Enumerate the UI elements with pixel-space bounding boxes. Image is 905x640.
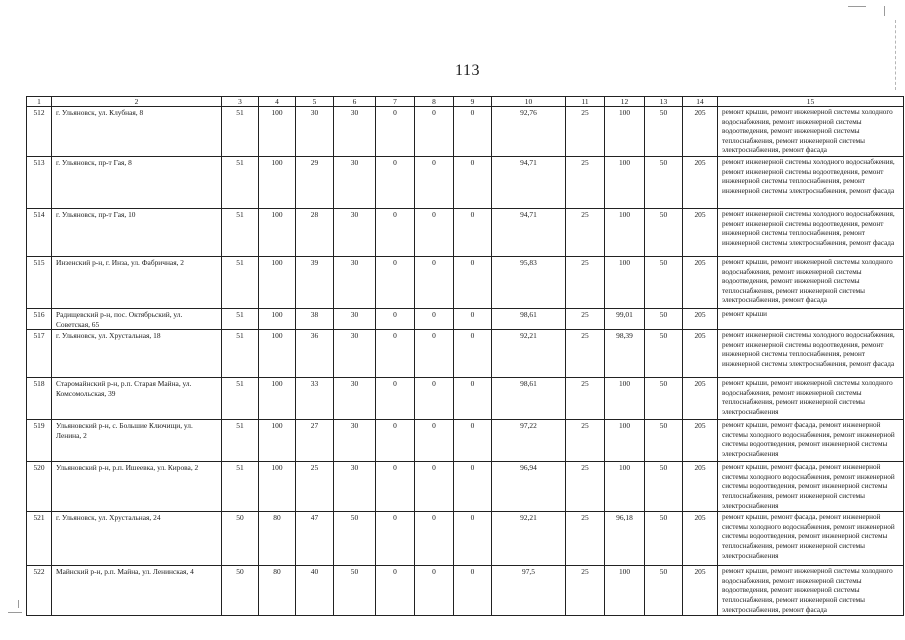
value-cell: 30 <box>334 330 376 378</box>
column-header: 15 <box>718 97 904 107</box>
works-cell: ремонт инженерной системы холодного водоснабжения, ремонт инженерной системы водоотведения, ремонт инженерной системы теплоснабжения, ремонт инженерной системы электроснабжения, ремонт фасада <box>718 330 904 378</box>
column-header: 1 <box>27 97 52 107</box>
value-cell: 205 <box>683 208 718 256</box>
value-cell: 39 <box>296 256 334 308</box>
header-row <box>27 97 904 107</box>
column-header: 5 <box>296 97 334 107</box>
value-cell: 0 <box>376 208 415 256</box>
value-cell: 30 <box>334 420 376 462</box>
value-cell: 30 <box>334 308 376 329</box>
value-cell: 30 <box>334 208 376 256</box>
row-number: 518 <box>27 378 52 420</box>
table-row <box>27 330 904 378</box>
value-cell: 51 <box>222 107 259 157</box>
row-number: 517 <box>27 330 52 378</box>
table-row <box>27 208 904 256</box>
value-cell: 30 <box>334 256 376 308</box>
scan-mark <box>8 612 22 613</box>
value-cell: 94,71 <box>492 208 566 256</box>
value-cell: 0 <box>376 420 415 462</box>
column-header: 8 <box>415 97 454 107</box>
value-cell: 50 <box>222 512 259 566</box>
address-cell: г. Ульяновск, ул. Клубная, 8 <box>52 107 222 157</box>
value-cell: 29 <box>296 156 334 208</box>
value-cell: 92,21 <box>492 330 566 378</box>
value-cell: 0 <box>454 420 492 462</box>
value-cell: 0 <box>454 256 492 308</box>
works-cell: ремонт инженерной системы холодного водоснабжения, ремонт инженерной системы водоотведения, ремонт инженерной системы теплоснабжения, ремонт инженерной системы электроснабжения, ремонт фасада <box>718 208 904 256</box>
value-cell: 92,76 <box>492 107 566 157</box>
value-cell: 100 <box>259 462 296 512</box>
value-cell: 0 <box>454 330 492 378</box>
value-cell: 33 <box>296 378 334 420</box>
value-cell: 25 <box>296 462 334 512</box>
value-cell: 50 <box>645 420 683 462</box>
scan-mark <box>18 600 19 608</box>
value-cell: 51 <box>222 420 259 462</box>
value-cell: 50 <box>645 156 683 208</box>
value-cell: 0 <box>415 330 454 378</box>
value-cell: 51 <box>222 156 259 208</box>
row-number: 521 <box>27 512 52 566</box>
value-cell: 50 <box>334 566 376 616</box>
value-cell: 0 <box>376 330 415 378</box>
value-cell: 30 <box>334 107 376 157</box>
works-cell: ремонт крыши <box>718 308 904 329</box>
value-cell: 205 <box>683 512 718 566</box>
value-cell: 205 <box>683 107 718 157</box>
value-cell: 0 <box>454 512 492 566</box>
value-cell: 100 <box>259 308 296 329</box>
value-cell: 30 <box>334 462 376 512</box>
value-cell: 25 <box>566 256 605 308</box>
value-cell: 205 <box>683 566 718 616</box>
value-cell: 0 <box>415 420 454 462</box>
value-cell: 0 <box>454 308 492 329</box>
works-cell: ремонт крыши, ремонт инженерной системы холодного водоснабжения, ремонт инженерной системы водоотведения, ремонт инженерной системы теплоснабжения, ремонт инженерной системы электроснабжения, ремонт фасада <box>718 256 904 308</box>
value-cell: 205 <box>683 378 718 420</box>
scan-mark <box>848 6 866 7</box>
works-cell: ремонт крыши, ремонт фасада, ремонт инженерной системы холодного водоснабжения, ремонт инженерной системы водоотведения, ремонт инженерной системы электроснабжения <box>718 420 904 462</box>
value-cell: 25 <box>566 462 605 512</box>
value-cell: 100 <box>259 330 296 378</box>
value-cell: 30 <box>296 107 334 157</box>
column-header: 7 <box>376 97 415 107</box>
value-cell: 0 <box>415 462 454 512</box>
value-cell: 92,21 <box>492 512 566 566</box>
value-cell: 0 <box>415 156 454 208</box>
value-cell: 0 <box>376 566 415 616</box>
column-header: 10 <box>492 97 566 107</box>
value-cell: 51 <box>222 208 259 256</box>
table-row <box>27 462 904 512</box>
table-row <box>27 566 904 616</box>
value-cell: 100 <box>605 107 645 157</box>
table-row <box>27 512 904 566</box>
value-cell: 50 <box>645 512 683 566</box>
value-cell: 25 <box>566 512 605 566</box>
row-number: 512 <box>27 107 52 157</box>
value-cell: 100 <box>259 156 296 208</box>
works-cell: ремонт крыши, ремонт фасада, ремонт инженерной системы холодного водоснабжения, ремонт инженерной системы водоотведения, ремонт инженерной системы теплоснабжения, ремонт инженерной системы электроснабжения <box>718 462 904 512</box>
value-cell: 51 <box>222 256 259 308</box>
value-cell: 100 <box>259 256 296 308</box>
value-cell: 100 <box>259 107 296 157</box>
works-cell: ремонт инженерной системы холодного водоснабжения, ремонт инженерной системы водоотведения, ремонт инженерной системы теплоснабжения, ремонт инженерной системы электроснабжения, ремонт фасада <box>718 156 904 208</box>
value-cell: 50 <box>645 378 683 420</box>
column-header: 9 <box>454 97 492 107</box>
value-cell: 100 <box>605 208 645 256</box>
address-cell: г. Ульяновск, пр-т Гая, 8 <box>52 156 222 208</box>
value-cell: 0 <box>454 378 492 420</box>
column-header: 14 <box>683 97 718 107</box>
value-cell: 100 <box>605 378 645 420</box>
column-header: 12 <box>605 97 645 107</box>
column-header: 13 <box>645 97 683 107</box>
value-cell: 47 <box>296 512 334 566</box>
value-cell: 98,61 <box>492 308 566 329</box>
table-row <box>27 256 904 308</box>
value-cell: 0 <box>376 256 415 308</box>
value-cell: 0 <box>376 462 415 512</box>
value-cell: 36 <box>296 330 334 378</box>
value-cell: 0 <box>454 156 492 208</box>
value-cell: 94,71 <box>492 156 566 208</box>
page-number: 113 <box>455 62 480 79</box>
value-cell: 51 <box>222 308 259 329</box>
value-cell: 0 <box>454 107 492 157</box>
value-cell: 50 <box>645 462 683 512</box>
address-cell: Ульяновский р-н, р.п. Ишеевка, ул. Кирова, 2 <box>52 462 222 512</box>
value-cell: 38 <box>296 308 334 329</box>
value-cell: 25 <box>566 330 605 378</box>
row-number: 520 <box>27 462 52 512</box>
value-cell: 50 <box>645 308 683 329</box>
scan-mark <box>884 6 885 16</box>
value-cell: 50 <box>645 256 683 308</box>
value-cell: 0 <box>454 566 492 616</box>
column-header: 4 <box>259 97 296 107</box>
value-cell: 40 <box>296 566 334 616</box>
value-cell: 100 <box>605 420 645 462</box>
value-cell: 100 <box>259 208 296 256</box>
value-cell: 50 <box>645 107 683 157</box>
column-header: 6 <box>334 97 376 107</box>
column-header: 11 <box>566 97 605 107</box>
value-cell: 51 <box>222 330 259 378</box>
value-cell: 0 <box>415 107 454 157</box>
value-cell: 0 <box>376 512 415 566</box>
works-cell: ремонт крыши, ремонт инженерной системы холодного водоснабжения, ремонт инженерной системы водоотведения, ремонт инженерной системы теплоснабжения, ремонт инженерной системы электроснабжения, ремонт фасада <box>718 566 904 616</box>
value-cell: 51 <box>222 462 259 512</box>
table-row <box>27 378 904 420</box>
row-number: 522 <box>27 566 52 616</box>
table-row <box>27 308 904 329</box>
value-cell: 100 <box>605 462 645 512</box>
value-cell: 0 <box>376 308 415 329</box>
row-number: 514 <box>27 208 52 256</box>
address-cell: Ульяновский р-н, с. Большие Ключищи, ул. Ленина, 2 <box>52 420 222 462</box>
table-row <box>27 420 904 462</box>
table-row <box>27 107 904 157</box>
value-cell: 50 <box>645 566 683 616</box>
value-cell: 0 <box>415 566 454 616</box>
value-cell: 98,39 <box>605 330 645 378</box>
value-cell: 97,5 <box>492 566 566 616</box>
value-cell: 0 <box>376 156 415 208</box>
value-cell: 95,83 <box>492 256 566 308</box>
value-cell: 28 <box>296 208 334 256</box>
column-header: 2 <box>52 97 222 107</box>
works-cell: ремонт крыши, ремонт инженерной системы холодного водоснабжения, ремонт инженерной системы водоотведения, ремонт инженерной системы теплоснабжения, ремонт инженерной системы электроснабжения, ремонт фасада <box>718 107 904 157</box>
works-cell: ремонт крыши, ремонт инженерной системы холодного водоснабжения, ремонт инженерной системы теплоснабжения, ремонт инженерной системы электроснабжения <box>718 378 904 420</box>
value-cell: 0 <box>376 378 415 420</box>
table-row <box>27 156 904 208</box>
row-number: 516 <box>27 308 52 329</box>
capital-repair-table <box>26 96 904 616</box>
value-cell: 0 <box>376 107 415 157</box>
value-cell: 25 <box>566 420 605 462</box>
value-cell: 100 <box>259 378 296 420</box>
value-cell: 205 <box>683 156 718 208</box>
scan-dash <box>895 20 896 90</box>
row-number: 519 <box>27 420 52 462</box>
value-cell: 99,01 <box>605 308 645 329</box>
value-cell: 100 <box>605 256 645 308</box>
address-cell: Старомайнский р-н, р.п. Старая Майна, ул. Комсомольская, 39 <box>52 378 222 420</box>
value-cell: 25 <box>566 566 605 616</box>
value-cell: 100 <box>605 566 645 616</box>
row-number: 515 <box>27 256 52 308</box>
value-cell: 100 <box>605 156 645 208</box>
value-cell: 50 <box>222 566 259 616</box>
column-header: 3 <box>222 97 259 107</box>
value-cell: 96,94 <box>492 462 566 512</box>
address-cell: Инзенский р-н, г. Инза, ул. Фабричная, 2 <box>52 256 222 308</box>
value-cell: 80 <box>259 566 296 616</box>
value-cell: 50 <box>645 208 683 256</box>
value-cell: 96,18 <box>605 512 645 566</box>
value-cell: 0 <box>454 462 492 512</box>
value-cell: 50 <box>645 330 683 378</box>
value-cell: 205 <box>683 256 718 308</box>
value-cell: 205 <box>683 330 718 378</box>
address-cell: Майнский р-н, р.п. Майна, ул. Ленинская, 4 <box>52 566 222 616</box>
value-cell: 51 <box>222 378 259 420</box>
address-cell: Радищевский р-н, пос. Октябрьский, ул. Советская, 65 <box>52 308 222 329</box>
value-cell: 27 <box>296 420 334 462</box>
address-cell: г. Ульяновск, ул. Хрустальная, 18 <box>52 330 222 378</box>
value-cell: 30 <box>334 156 376 208</box>
value-cell: 80 <box>259 512 296 566</box>
value-cell: 25 <box>566 308 605 329</box>
value-cell: 25 <box>566 378 605 420</box>
address-cell: г. Ульяновск, пр-т Гая, 10 <box>52 208 222 256</box>
value-cell: 0 <box>415 512 454 566</box>
value-cell: 50 <box>334 512 376 566</box>
value-cell: 0 <box>415 378 454 420</box>
value-cell: 205 <box>683 462 718 512</box>
value-cell: 98,61 <box>492 378 566 420</box>
value-cell: 25 <box>566 156 605 208</box>
value-cell: 205 <box>683 420 718 462</box>
value-cell: 25 <box>566 107 605 157</box>
value-cell: 0 <box>415 256 454 308</box>
value-cell: 0 <box>415 308 454 329</box>
table-body <box>27 107 904 616</box>
value-cell: 25 <box>566 208 605 256</box>
value-cell: 0 <box>415 208 454 256</box>
value-cell: 30 <box>334 378 376 420</box>
value-cell: 100 <box>259 420 296 462</box>
row-number: 513 <box>27 156 52 208</box>
value-cell: 0 <box>454 208 492 256</box>
value-cell: 205 <box>683 308 718 329</box>
value-cell: 97,22 <box>492 420 566 462</box>
works-cell: ремонт крыши, ремонт фасада, ремонт инженерной системы холодного водоснабжения, ремонт инженерной системы водоотведения, ремонт инженерной системы теплоснабжения, ремонт инженерной системы электроснабжения <box>718 512 904 566</box>
address-cell: г. Ульяновск, ул. Хрустальная, 24 <box>52 512 222 566</box>
